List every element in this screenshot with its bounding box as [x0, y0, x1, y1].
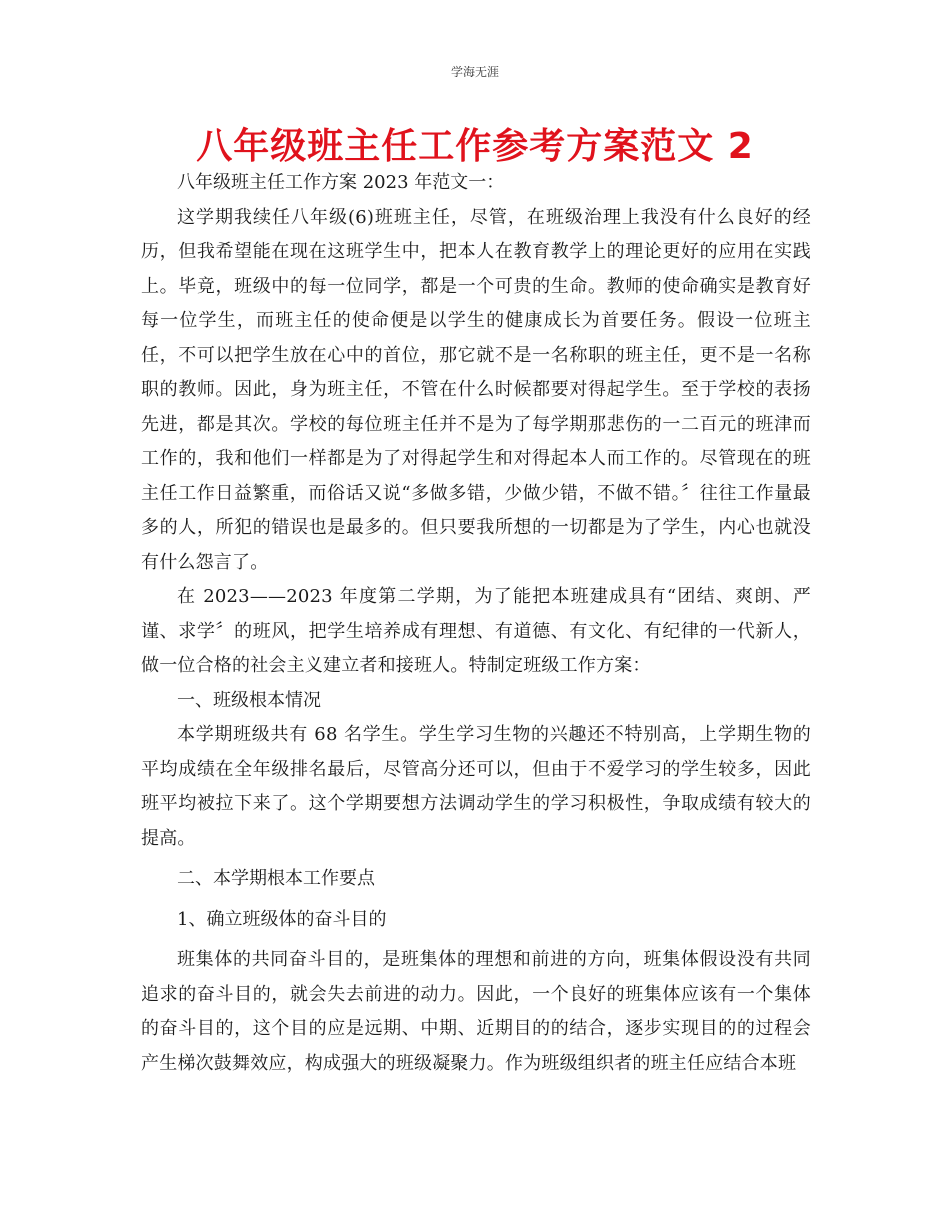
subsection-1-heading: 1、确立班级体的奋斗目的	[177, 908, 387, 930]
subsection-1-text: 班集体的共同奋斗目的，是班集体的理想和前进的方向，班集体假设没有共同追求的奋斗目的，就会失去前进的动力。因此，一个良好的班集体应该有一个集体的奋斗目的，这个目的应是远期、中期、近期目的的结合，逐步实现目的的过程会产生梯次鼓舞效应，构成强大的班级凝聚力。作为班级组织者的班主任应结合本班	[141, 949, 811, 1074]
document-title: 八年级班主任工作参考方案范文 2	[196, 126, 754, 167]
document-body	[141, 166, 811, 1081]
intro-line: 八年级班主任工作方案 2023 年范文一：	[177, 172, 505, 193]
section-1-heading: 一、班级根本情况	[177, 689, 321, 711]
section-1-text: 本学期班级共有 68 名学生。学生学习生物的兴趣还不特别高，上学期生物的平均成绩在全年级排名最后，尽管高分还可以，但由于不爱学习的学生较多，因此班平均被拉下来了。这个学期要想方法调动学生的学习积极性，争取成绩有较大的提高。	[141, 724, 811, 849]
section-2-heading: 二、本学期根本工作要点	[177, 868, 375, 889]
paragraph-1: 这学期我续任八年级(6)班班主任，尽管，在班级治理上我没有什么良好的经历，但我希望能在现在这班学生中，把本人在教育教学上的理论更好的应用在实践上。毕竟，班级中的每一位同学，都是一个可贵的生命。教师的使命确实是教育好每一位学生，而班主任的使命便是以学生的健康成长为首要任务。假设一位班主任，不可以把学生放在心中的首位，那它就不是一名称职的班主任，更不是一名称职的教师。因此，身为班主任，不管在什么时候都要对得起学生。至于学校的表扬先进，都是其次。学校的每位班主任并不是为了每学期那悲伤的一二百元的班津而工作的，我和他们一样都是为了对得起学生和对得起本人而工作的。尽管现在的班主任工作日益繁重，而俗话又说“多做多错，少做少错，不做不错。〞往往工作量最多的人，所犯的错误也是最多的。但只要我所想的一切都是为了学生，内心也就没有什么怨言了。	[141, 206, 811, 573]
page-header-note: 学海无涯	[450, 65, 499, 79]
paragraph-2: 在 2023——2023 年度第二学期，为了能把本班建成具有“团结、爽朗、严谨、求学〞的班风，把学生培养成有理想、有道德、有文化、有纪律的一代新人，做一位合格的社会主义建立者和接班人。特制定班级工作方案：	[141, 586, 811, 676]
